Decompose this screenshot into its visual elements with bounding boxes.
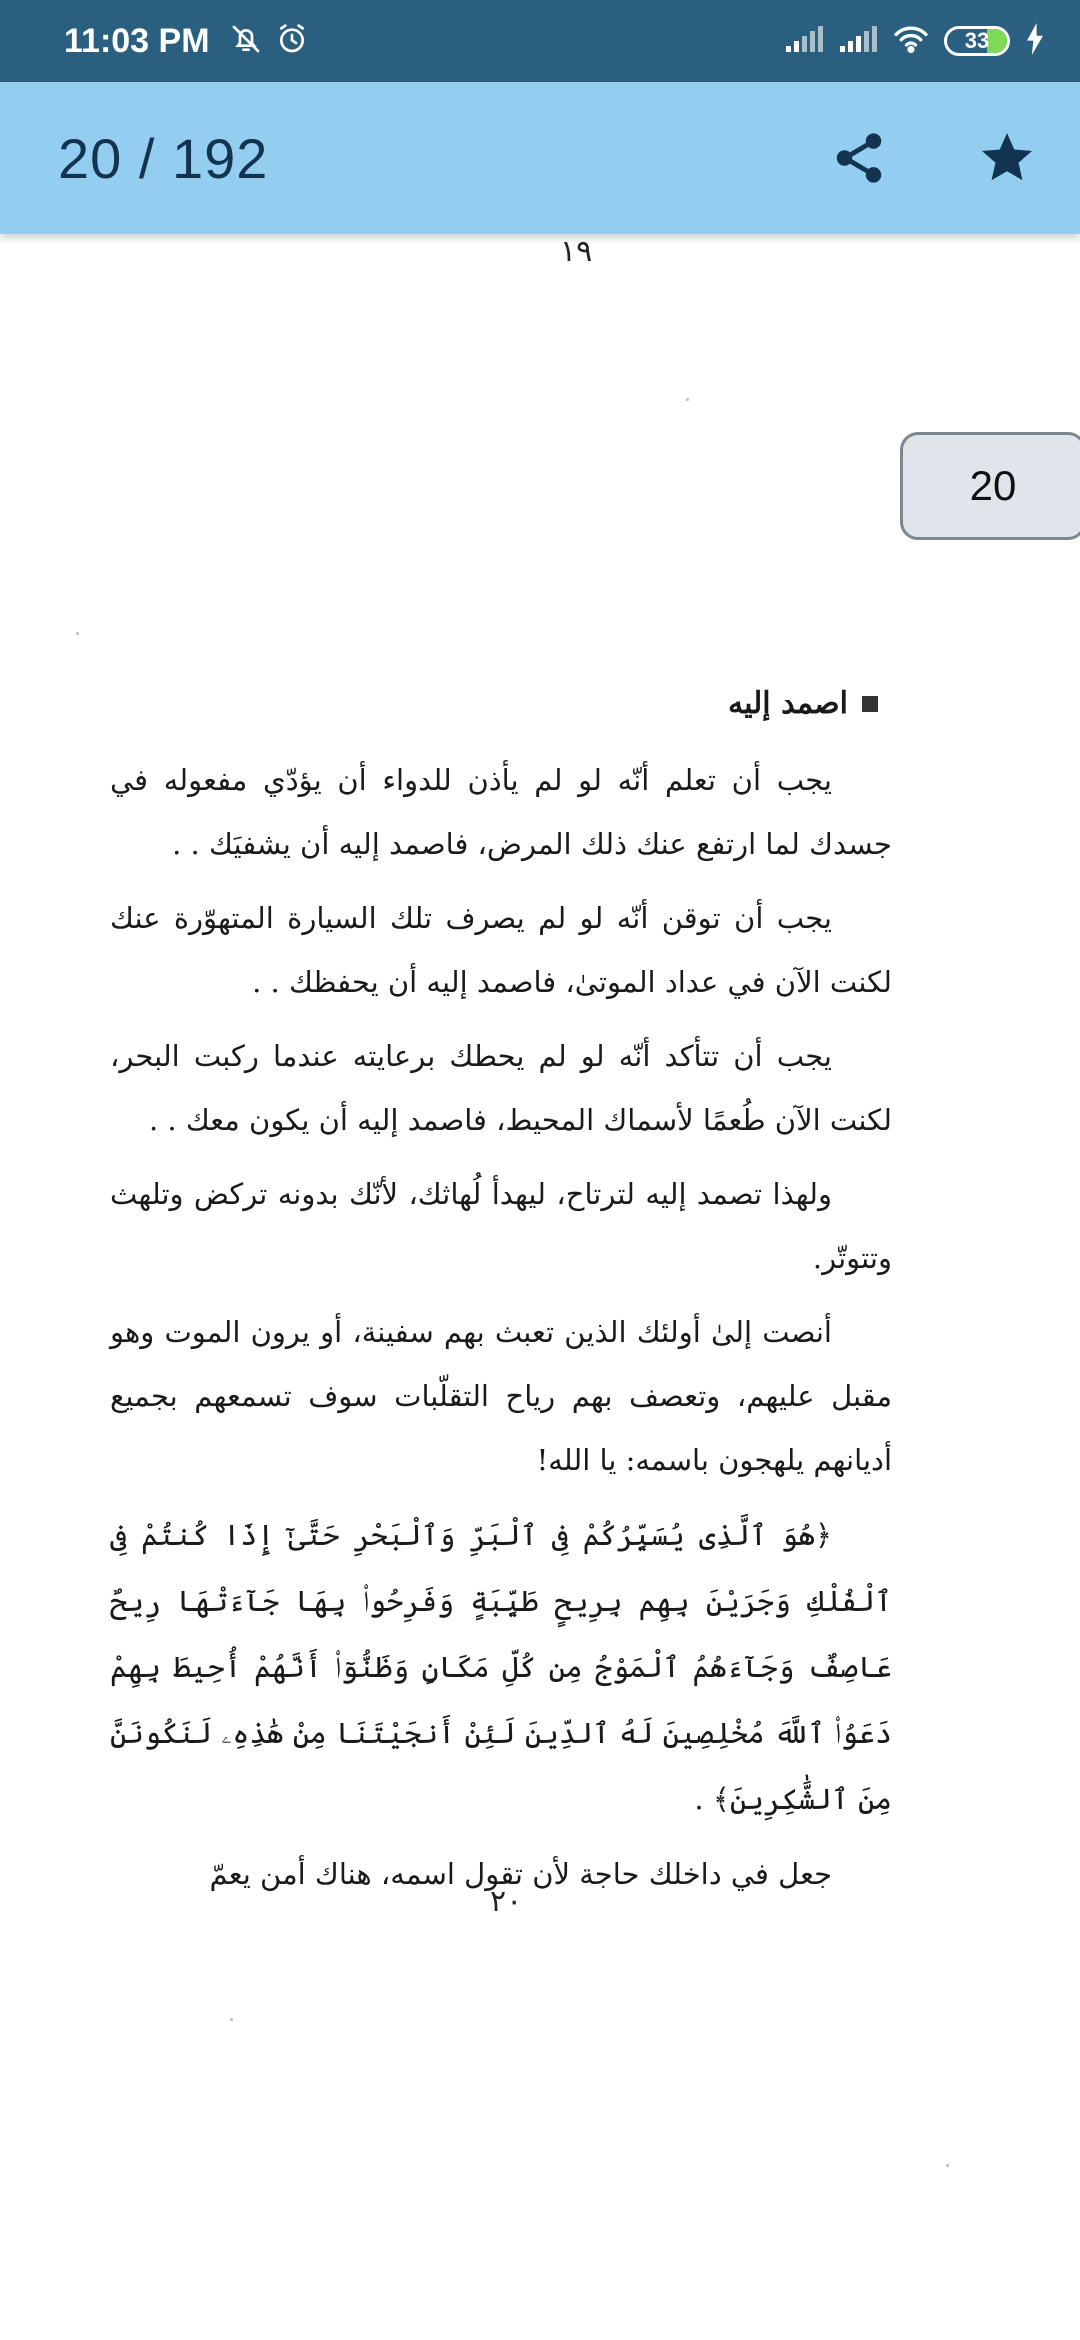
paragraph: يجب أن تعلم أنّه لو لم يأذن للدواء أن يؤدّي مفعوله في جسدك لما ارتفع عنك ذلك المرض، فاصمد إليه أن يشفيَك . .	[110, 763, 892, 861]
quran-verse: ﴿هُوَ ٱلَّذِى يُسَيِّرُكُمْ فِى ٱلْبَرِّ وَٱلْبَحْرِ حَتَّىٰٓ إِذَا كُنتُمْ فِى ٱلْفُلْكِ وَجَرَيْنَ بِهِم بِرِيحٍ طَيِّبَةٍ وَفَرِحُوا۟ بِهَا جَآءَتْهَا رِيحٌ عَاصِفٌ وَجَآءَهُمُ ٱلْمَوْجُ مِن كُلِّ مَكَانٍ وَظَنُّوٓا۟ أَنَّهُمْ أُحِيطَ بِهِمْ دَعَوُا۟ ٱللَّهَ مُخْلِصِينَ لَهُ ٱلدِّينَ لَئِنْ أَنجَيْتَنَا مِنْ هَٰذِهِۦ لَنَكُونَنَّ مِنَ ٱلشَّٰكِرِينَ﴾ .	[110, 1518, 892, 1816]
star-icon	[977, 128, 1037, 188]
paragraph-continued: جعل في داخلك حاجة لأن تقول اسمه، هناك أمن يعمّ	[209, 1857, 832, 1891]
alarm-icon	[276, 23, 308, 59]
battery-icon	[944, 26, 1010, 56]
share-icon	[830, 128, 888, 188]
page-footer-number: ٢٠	[490, 1884, 523, 1919]
page-counter: 20 / 192	[58, 126, 269, 190]
scan-speck	[230, 2018, 233, 2021]
scan-speck	[946, 2164, 949, 2167]
book-page-view[interactable]	[0, 234, 1080, 2340]
status-time: 11:03 PM	[64, 21, 210, 60]
section-heading-text: اصمد إليه	[728, 686, 848, 721]
battery-fill	[987, 29, 1007, 53]
status-bar	[0, 0, 1080, 82]
previous-page-number: ١٩	[560, 234, 593, 269]
paragraph: يجب أن توقن أنّه لو لم يصرف تلك السيارة المتهوّرة عنك لكنت الآن في عداد الموتىٰ، فاصمد إليه أن يحفظك . .	[110, 901, 892, 999]
page-text	[110, 672, 892, 1916]
status-right-icons	[784, 23, 1046, 59]
signal-icon	[838, 24, 878, 58]
page-number-badge[interactable]: 20	[900, 432, 1080, 540]
bookmark-button[interactable]	[974, 125, 1040, 191]
paragraph: يجب أن تتأكد أنّه لو لم يحطك برعايته عندما ركبت البحر، لكنت الآن طُعمًا لأسماك المحيط، فاصمد إليه أن يكون معك . .	[110, 1039, 892, 1137]
share-button[interactable]	[826, 125, 892, 191]
paragraph: أنصت إلىٰ أولئك الذين تعبث بهم سفينة، أو يرون الموت وهو مقبل عليهم، وتعصف بهم رياح التقلّبات سوف تسمعهم بجميع أديانهم يلهجون باسمه: يا الله!	[110, 1315, 892, 1477]
status-left-icons	[230, 23, 308, 59]
charging-icon	[1024, 23, 1046, 59]
scan-speck	[686, 398, 689, 401]
app-bar	[0, 82, 1080, 234]
app-actions	[826, 125, 1040, 191]
signal-icon	[784, 24, 824, 58]
section-heading	[110, 672, 892, 736]
paragraph: ولهذا تصمد إليه لترتاح، ليهدأ لُهاثك، لأنّك بدونه تركض وتلهث وتتوتّر.	[110, 1177, 892, 1275]
battery-level: 33	[964, 28, 990, 53]
scan-speck	[76, 632, 79, 635]
wifi-icon	[892, 24, 930, 58]
heading-bullet-icon	[862, 696, 878, 712]
mute-icon	[230, 23, 262, 59]
